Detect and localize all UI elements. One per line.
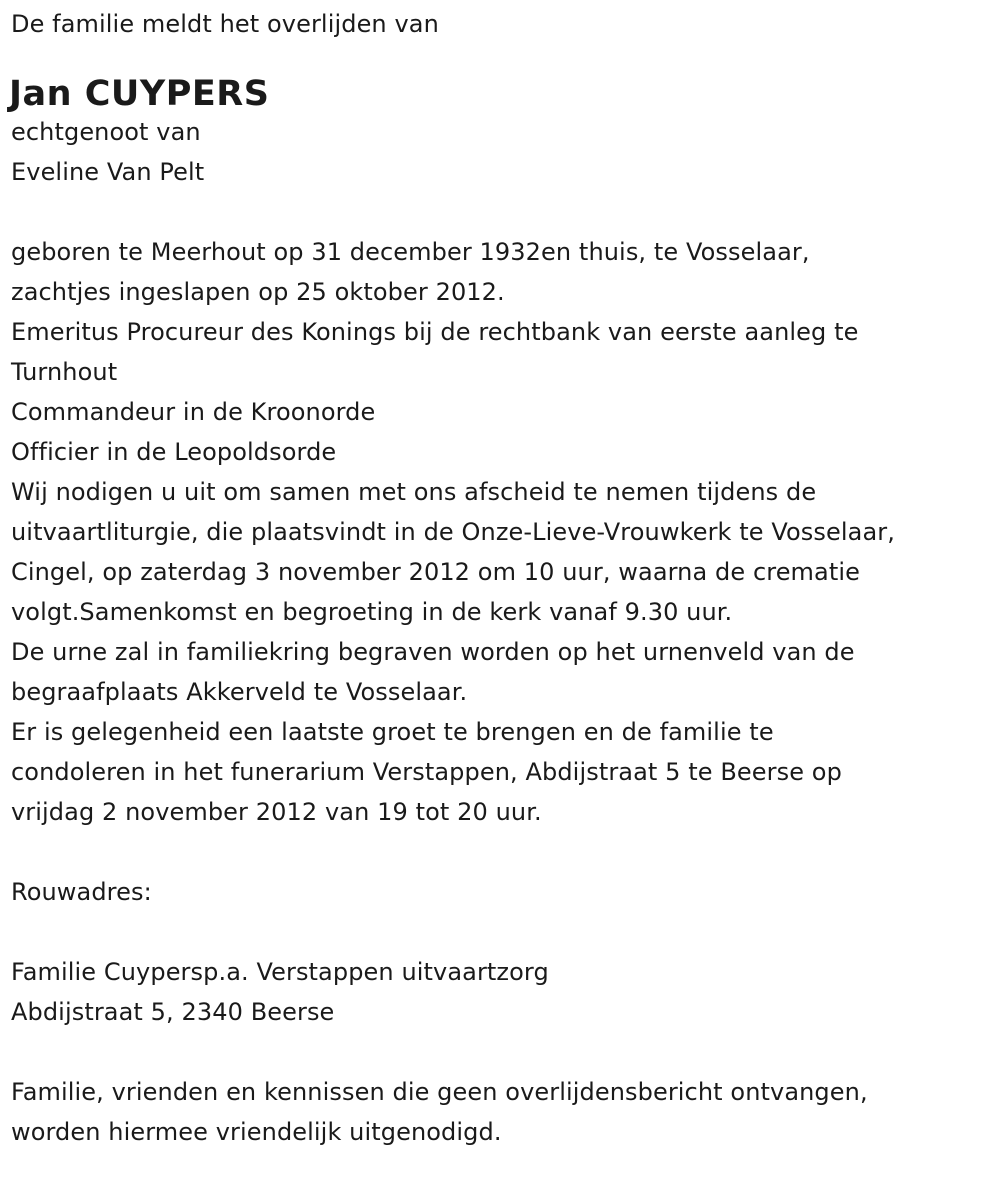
body-line: volgt.Samenkomst en begroeting in de kerk vanaf 9.30 uur.	[11, 598, 733, 626]
body-line: zachtjes ingeslapen op 25 oktober 2012.	[11, 278, 505, 306]
body-line: De urne zal in familiekring begraven worden op het urnenveld van de	[11, 638, 855, 666]
deceased-name: Jan CUYPERS	[9, 74, 270, 114]
spacer	[11, 912, 990, 952]
closing-line: worden hiermee vriendelijk uitgenodigd.	[11, 1118, 502, 1146]
address-line: Abdijstraat 5, 2340 Beerse	[11, 998, 335, 1026]
body-line: Emeritus Procureur des Konings bij de rechtbank van eerste aanleg te	[11, 318, 859, 346]
spouse-name: Eveline Van Pelt	[11, 158, 205, 186]
body-line: geboren te Meerhout op 31 december 1932en thuis, te Vosselaar,	[11, 238, 810, 266]
spacer	[11, 832, 990, 872]
body-line: vrijdag 2 november 2012 van 19 tot 20 uur.	[11, 798, 542, 826]
body-line: Er is gelegenheid een laatste groet te brengen en de familie te	[11, 718, 774, 746]
body-line: Cingel, op zaterdag 3 november 2012 om 10 uur, waarna de crematie	[11, 558, 860, 586]
spacer	[11, 1032, 990, 1072]
address-heading: Rouwadres:	[11, 878, 152, 906]
intro-text: De familie meldt het overlijden van	[11, 10, 439, 38]
address-line: Familie Cuypersp.a. Verstappen uitvaartzorg	[11, 958, 549, 986]
body-line: condoleren in het funerarium Verstappen, Abdijstraat 5 te Beerse op	[11, 758, 842, 786]
body-line: Officier in de Leopoldsorde	[11, 438, 337, 466]
spacer	[11, 192, 990, 232]
body-line: Wij nodigen u uit om samen met ons afscheid te nemen tijdens de	[11, 478, 817, 506]
body-line: uitvaartliturgie, die plaatsvindt in de Onze-Lieve-Vrouwkerk te Vosselaar,	[11, 518, 895, 546]
spouse-relation: echtgenoot van	[11, 118, 201, 146]
closing-line: Familie, vrienden en kennissen die geen overlijdensbericht ontvangen,	[11, 1078, 868, 1106]
body-line: Turnhout	[11, 358, 118, 386]
body-line: begraafplaats Akkerveld te Vosselaar.	[11, 678, 468, 706]
body-line: Commandeur in de Kroonorde	[11, 398, 376, 426]
